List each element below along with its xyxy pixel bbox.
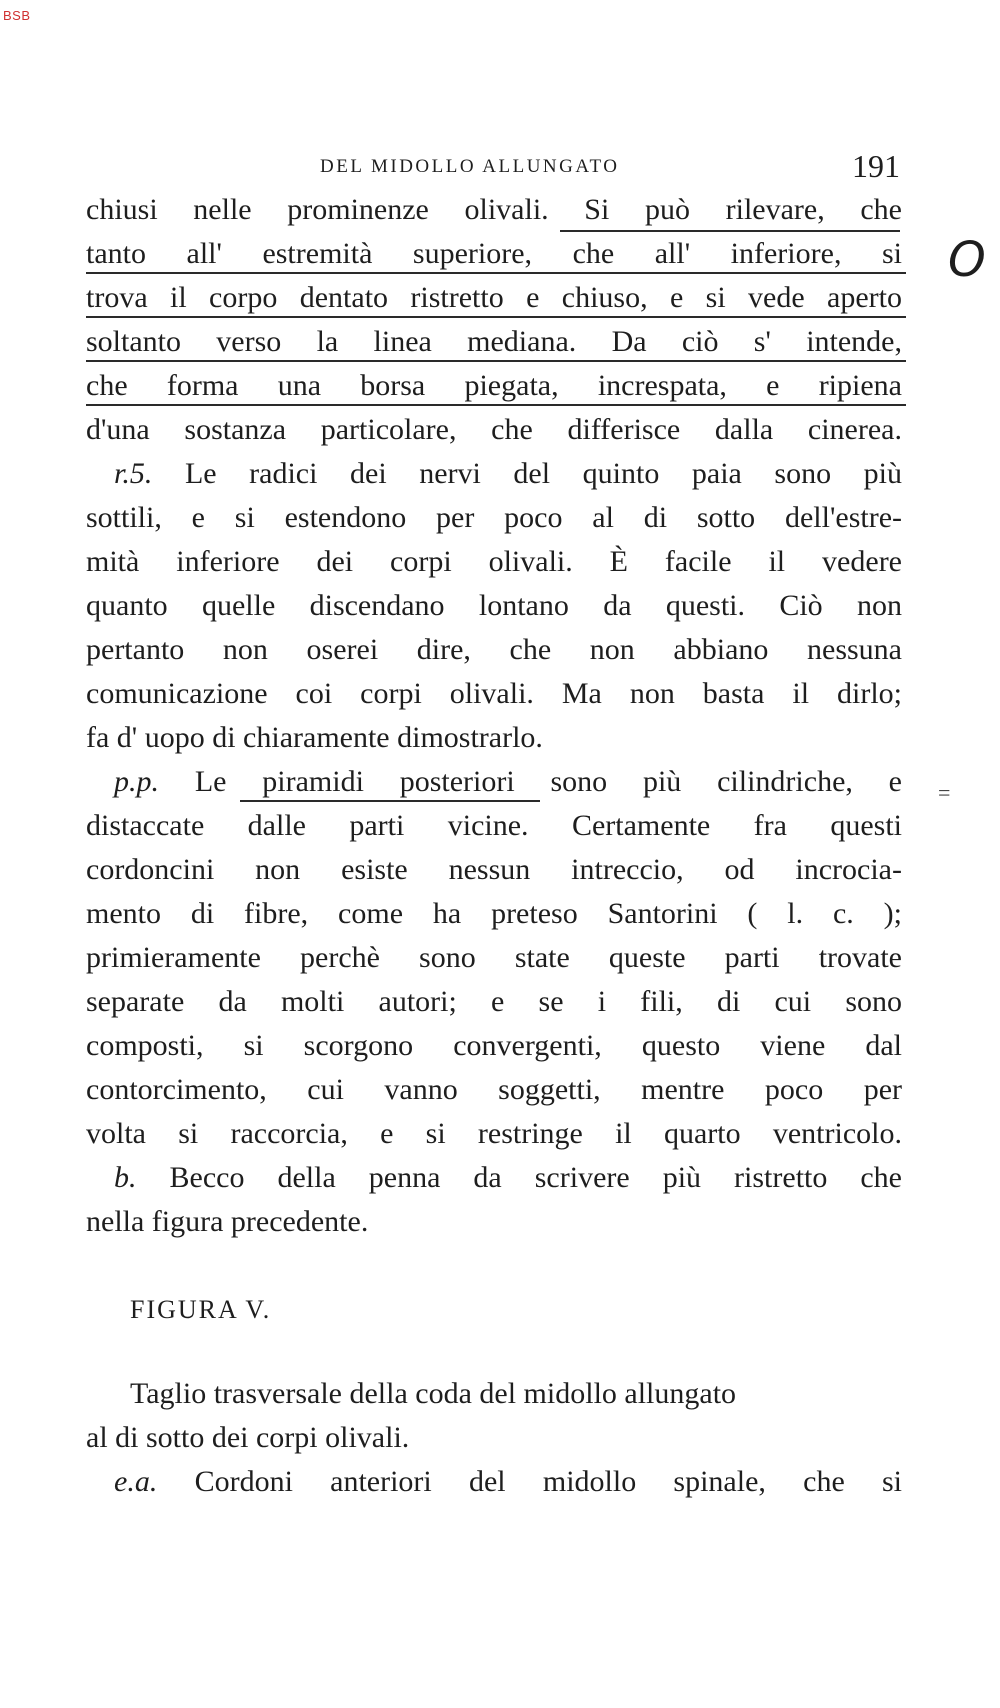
text-line: soltanto verso la linea mediana. Da ciò s' intende, xyxy=(86,325,902,358)
paragraph-3 xyxy=(86,760,902,1156)
page-body xyxy=(86,188,902,1504)
running-header: DEL MIDOLLO ALLUNGATO xyxy=(320,156,620,177)
text-line: distaccate dalle parti vicine. Certamente fra questi xyxy=(86,809,902,842)
text-line: quanto quelle discendano lontano da questi. Ciò non xyxy=(86,589,902,622)
pencil-underline xyxy=(86,404,906,406)
margin-annotation: O xyxy=(948,232,986,288)
text-line: sottili, e si estendono per poco al di sotto dell'estre- xyxy=(86,501,902,534)
paragraph-1 xyxy=(86,188,902,452)
text-line: Cordoni anteriori del midollo spinale, che si xyxy=(194,1465,902,1498)
text-line: composti, si scorgono convergenti, questo viene dal xyxy=(86,1029,902,1062)
pencil-underline xyxy=(560,230,900,232)
text-line: chiusi nelle prominenze olivali. Si può rilevare, che xyxy=(86,193,902,226)
pencil-underline xyxy=(86,360,906,362)
text-line: mento di fibre, come ha preteso Santorini ( l. c. ); xyxy=(86,897,902,930)
text-line: contorcimento, cui vanno soggetti, mentre poco per xyxy=(86,1073,902,1106)
text-line: Le radici dei nervi del quinto paia sono più xyxy=(184,457,902,490)
text-line: primieramente perchè sono state queste parti trovate xyxy=(86,941,902,974)
page-number: 191 xyxy=(852,148,900,184)
text-line: nella figura precedente. xyxy=(86,1205,369,1238)
text-line: al di sotto dei corpi olivali. xyxy=(86,1421,410,1454)
figure-heading: FIGURA V. xyxy=(130,1295,272,1324)
text-line: fa d' uopo di chiaramente dimostrarlo. xyxy=(86,721,543,754)
text-line: volta si raccorcia, e si restringe il quarto ventricolo. xyxy=(86,1117,902,1150)
text-line: comunicazione coi corpi olivali. Ma non basta il dirlo; xyxy=(86,677,902,710)
text-line: trova il corpo dentato ristretto e chiuso, e si vede aperto xyxy=(86,281,902,314)
figure-marker: b. xyxy=(114,1161,137,1194)
figure-marker: e.a. xyxy=(114,1465,158,1498)
paragraph-6 xyxy=(86,1460,902,1504)
figure-marker: p.p. xyxy=(114,765,159,798)
margin-dash-mark: = xyxy=(938,780,951,805)
text-line: che forma una borsa piegata, increspata, e ripiena xyxy=(86,369,902,402)
text-line: Taglio trasversale della coda del midollo allungato xyxy=(130,1377,737,1410)
text-line: mità inferiore dei corpi olivali. È facile il vedere xyxy=(86,545,902,578)
pencil-underline xyxy=(86,272,906,274)
figure-marker: r.5. xyxy=(114,457,153,490)
pencil-underline xyxy=(240,800,540,802)
text-line: tanto all' estremità superiore, che all' inferiore, si xyxy=(86,237,902,270)
text-line: Le piramidi posteriori sono più cilindriche, e xyxy=(194,765,902,798)
text-line: d'una sostanza particolare, che differisce dalla cinerea. xyxy=(86,413,902,446)
paragraph-5 xyxy=(86,1372,902,1460)
text-line: cordoncini non esiste nessun intreccio, od incrocia- xyxy=(86,853,902,886)
text-line: Becco della penna da scrivere più ristretto che xyxy=(169,1161,902,1194)
text-line: separate da molti autori; e se i fili, di cui sono xyxy=(86,985,902,1018)
text-line: pertanto non oserei dire, che non abbiano nessuna xyxy=(86,633,902,666)
pencil-underline xyxy=(86,316,906,318)
paragraph-2 xyxy=(86,452,902,760)
paragraph-4 xyxy=(86,1156,902,1244)
library-stamp: BSB xyxy=(3,8,31,23)
